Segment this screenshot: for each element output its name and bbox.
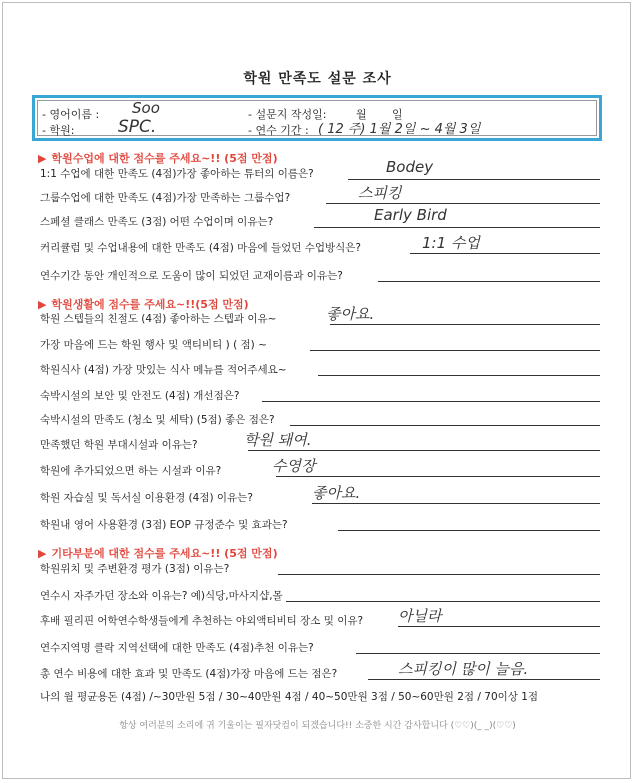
answer-line [378, 281, 600, 282]
triangle-right-icon: ▶ [38, 547, 47, 560]
question-text: 학원 스텝들의 친절도 (4점) 좋아하는 스텝과 이유~ [40, 313, 277, 325]
question-text: 스페셜 클래스 만족도 (3점) 어떤 수업이며 이유는? [40, 216, 274, 228]
answer-line [262, 401, 600, 402]
answer-line [330, 324, 600, 325]
allowance-question: 나의 월 평균용돈 (4점) /~30만원 5점 / 30~40만원 4점 / 40~50만원 3점 / 50~60만원 2점 / 70이상 1점 [40, 691, 539, 703]
academy-label: - 학원: [42, 124, 75, 137]
survey-date-month: 월 [356, 108, 367, 121]
english-name-label: - 영어이름 : [42, 108, 100, 121]
answer-line [338, 530, 600, 531]
question-text: 연수기간 동안 개인적으로 도움이 많이 되었던 교재이름과 이유는? [40, 270, 343, 282]
answer-line [356, 653, 600, 654]
survey-date-day: 일 [392, 108, 403, 121]
question-text: 학원에 추가되었으면 하는 시설과 이유? [40, 465, 222, 477]
answer-line [368, 679, 600, 680]
answer-line [314, 227, 600, 228]
section-life: ▶ 학원생활에 점수를 주세요~!!(5점 만점) [38, 298, 249, 311]
question-text: 학원식사 (4점) 가장 맛있는 식사 메뉴를 적어주세요~ [40, 364, 287, 376]
survey-date-label: - 설문지 작성일: [248, 108, 327, 121]
answer-line [290, 425, 600, 426]
english-name-value: Soo [132, 99, 160, 117]
answer-line [318, 375, 600, 376]
question-text: 커리큘럼 및 수업내용에 대한 만족도 (4점) 마음에 들었던 수업방식은? [40, 242, 362, 254]
handwritten-answer: 학원 돼여. [244, 431, 312, 449]
question-text: 숙박시설의 만족도 (청소 및 세탁) (5점) 좋은 점은? [40, 414, 275, 426]
question-text: 학원위치 및 주변환경 평가 (3점) 이유는? [40, 563, 230, 575]
handwritten-answer: 스피킹 [358, 184, 402, 202]
question-text: 숙박시설의 보안 및 안전도 (4점) 개선점은? [40, 390, 240, 402]
answer-line [312, 503, 600, 504]
question-text: 만족했던 학원 부대시설과 이유는? [40, 439, 198, 451]
triangle-right-icon: ▶ [38, 152, 47, 165]
question-text: 그룹수업에 대한 만족도 (4점)가장 만족하는 그룹수업? [40, 192, 291, 204]
answer-line [286, 601, 600, 602]
page-title: 학원 만족도 설문 조사 [243, 71, 392, 87]
handwritten-answer: 아닐라 [398, 607, 442, 625]
answer-line [326, 203, 600, 204]
handwritten-answer: 좋아요. [326, 305, 375, 323]
academy-value: SPC. [118, 117, 157, 137]
question-text: 연수시 자주가던 장소와 이유는? 예)식당,마사지샵,몰 [40, 590, 283, 602]
handwritten-answer: 수영장 [272, 457, 316, 475]
answer-line [398, 626, 600, 627]
handwritten-answer: 좋아요. [312, 484, 361, 502]
section-class: ▶ 학원수업에 대한 점수를 주세요~!! (5점 만점) [38, 152, 278, 165]
question-text: 가장 마음에 드는 학원 행사 및 액티비티 ) ( 점) ~ [40, 339, 267, 351]
handwritten-answer: Early Bird [374, 206, 447, 224]
answer-line [310, 350, 600, 351]
question-text: 연수지역명 클락 지역선택에 대한 만족도 (4점)추천 이유는? [40, 642, 314, 654]
handwritten-answer: Bodey [386, 158, 434, 176]
question-text: 1:1 수업에 대한 만족도 (4점)가장 좋아하는 튜터의 이름은? [40, 168, 314, 180]
question-text: 학원 자습실 및 독서실 이용환경 (4점) 이유는? [40, 492, 253, 504]
question-text: 후배 필리핀 어학연수학생들에게 추천하는 야외액티비티 장소 및 이유? [40, 615, 364, 627]
footer-note: 항상 여러분의 소리에 귀 기울이는 필자닷컴이 되겠습니다!! 소중한 시간 감사합니다 (♡♡)(_ _)(♡♡) [119, 721, 516, 731]
answer-line [410, 253, 600, 254]
answer-line [278, 574, 600, 575]
period-value: ( 12 주) 1월 2일 ~ 4월 3일 [318, 122, 481, 137]
handwritten-answer: 1:1 수업 [422, 234, 480, 252]
period-label: - 연수 기간 : [248, 124, 309, 137]
question-text: 총 연수 비용에 대한 효과 및 만족도 (4점)가장 마음에 드는 점은? [40, 668, 338, 680]
question-text: 학원내 영어 사용환경 (3점) EOP 규정준수 및 효과는? [40, 519, 288, 531]
handwritten-answer: 스피킹이 많이 늘음. [398, 660, 529, 678]
answer-line [276, 476, 600, 477]
answer-line [248, 450, 600, 451]
section-etc: ▶ 기타부분에 대한 점수를 주세요~!! (5점 만점) [38, 547, 278, 560]
answer-line [348, 179, 600, 180]
triangle-right-icon: ▶ [38, 298, 47, 311]
